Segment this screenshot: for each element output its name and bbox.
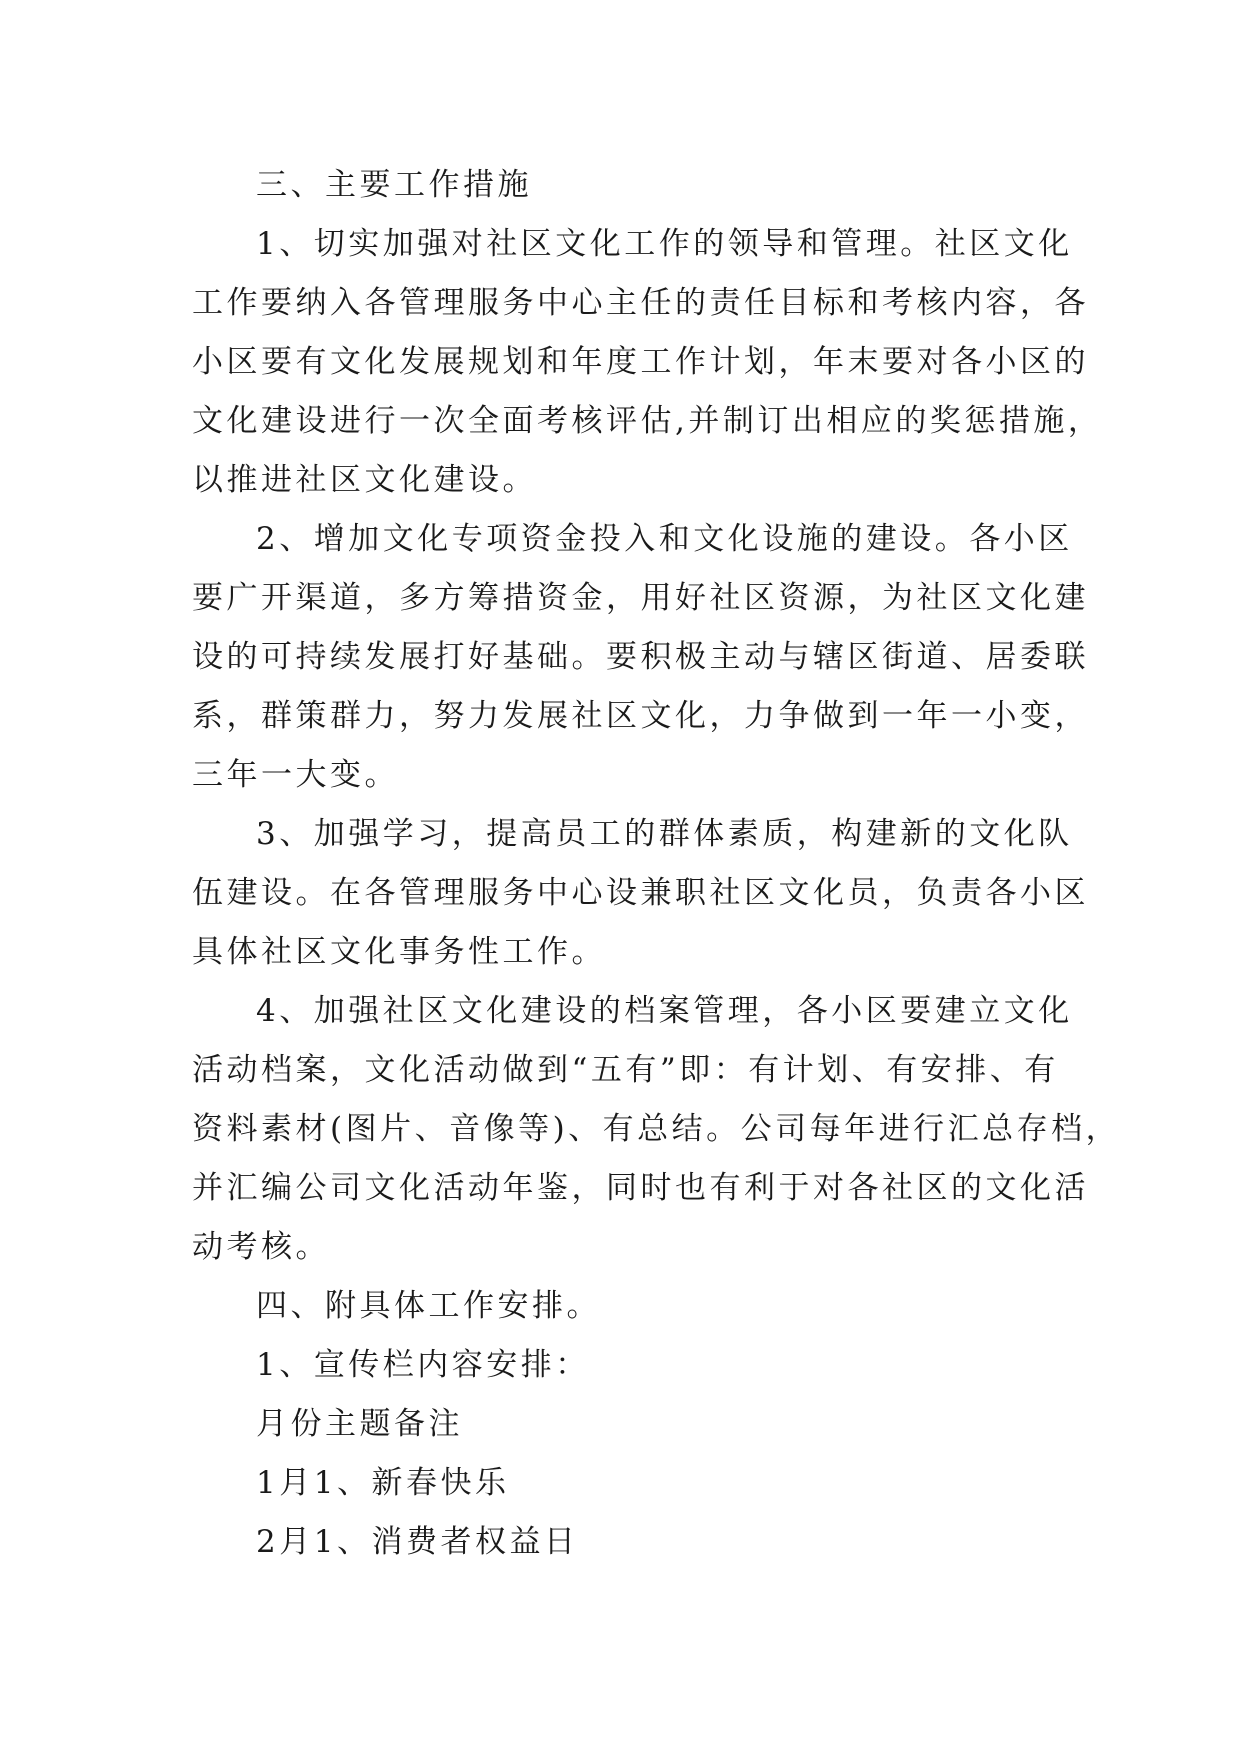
paragraph-line: 活动档案，文化活动做到“五有”即：有计划、有安排、有: [192, 1052, 1059, 1088]
paragraph-line: 伍建设。在各管理服务中心设兼职社区文化员，负责各小区: [192, 875, 1089, 911]
section-heading-work-arrangement: 四、附具体工作安排。: [256, 1288, 601, 1324]
paragraph-line: 并汇编公司文化活动年鉴，同时也有利于对各社区的文化活: [192, 1170, 1089, 1206]
paragraph-line: 文化建设进行一次全面考核评估,并制订出相应的奖惩措施，: [192, 403, 1103, 439]
document-body: [192, 156, 1121, 1572]
paragraph-line: 4、加强社区文化建设的档案管理，各小区要建立文化: [256, 993, 1073, 1029]
paragraph-line: 1、切实加强对社区文化工作的领导和管理。社区文化: [256, 226, 1073, 262]
subheading-bulletin-board: 1、宣传栏内容安排：: [256, 1347, 590, 1383]
paragraph-line: 3、加强学习，提高员工的群体素质，构建新的文化队: [256, 816, 1073, 852]
paragraph-line: 以推进社区文化建设。: [192, 462, 537, 498]
paragraph-line: 动考核。: [192, 1229, 330, 1265]
paragraph-line: 设的可持续发展打好基础。要积极主动与辖区街道、居委联: [192, 639, 1089, 675]
paragraph-line: 资料素材(图片、音像等)、有总结。公司每年进行汇总存档，: [192, 1111, 1121, 1147]
paragraph-line: 工作要纳入各管理服务中心主任的责任目标和考核内容，各: [192, 285, 1089, 321]
paragraph-line: 小区要有文化发展规划和年度工作计划，年末要对各小区的: [192, 344, 1089, 380]
paragraph-line: 2、增加文化专项资金投入和文化设施的建设。各小区: [256, 521, 1073, 557]
paragraph-line: 系，群策群力，努力发展社区文化，力争做到一年一小变，: [192, 698, 1089, 734]
paragraph-line: 具体社区文化事务性工作。: [192, 934, 606, 970]
table-row-line: 1月1、新春快乐: [256, 1465, 510, 1501]
paragraph-line: 要广开渠道，多方筹措资金，用好社区资源，为社区文化建: [192, 580, 1089, 616]
table-row-line: 2月1、消费者权益日: [256, 1524, 579, 1560]
section-heading-main-measures: 三、主要工作措施: [256, 167, 532, 203]
table-header-line: 月份主题备注: [256, 1406, 463, 1442]
paragraph-line: 三年一大变。: [192, 757, 399, 793]
